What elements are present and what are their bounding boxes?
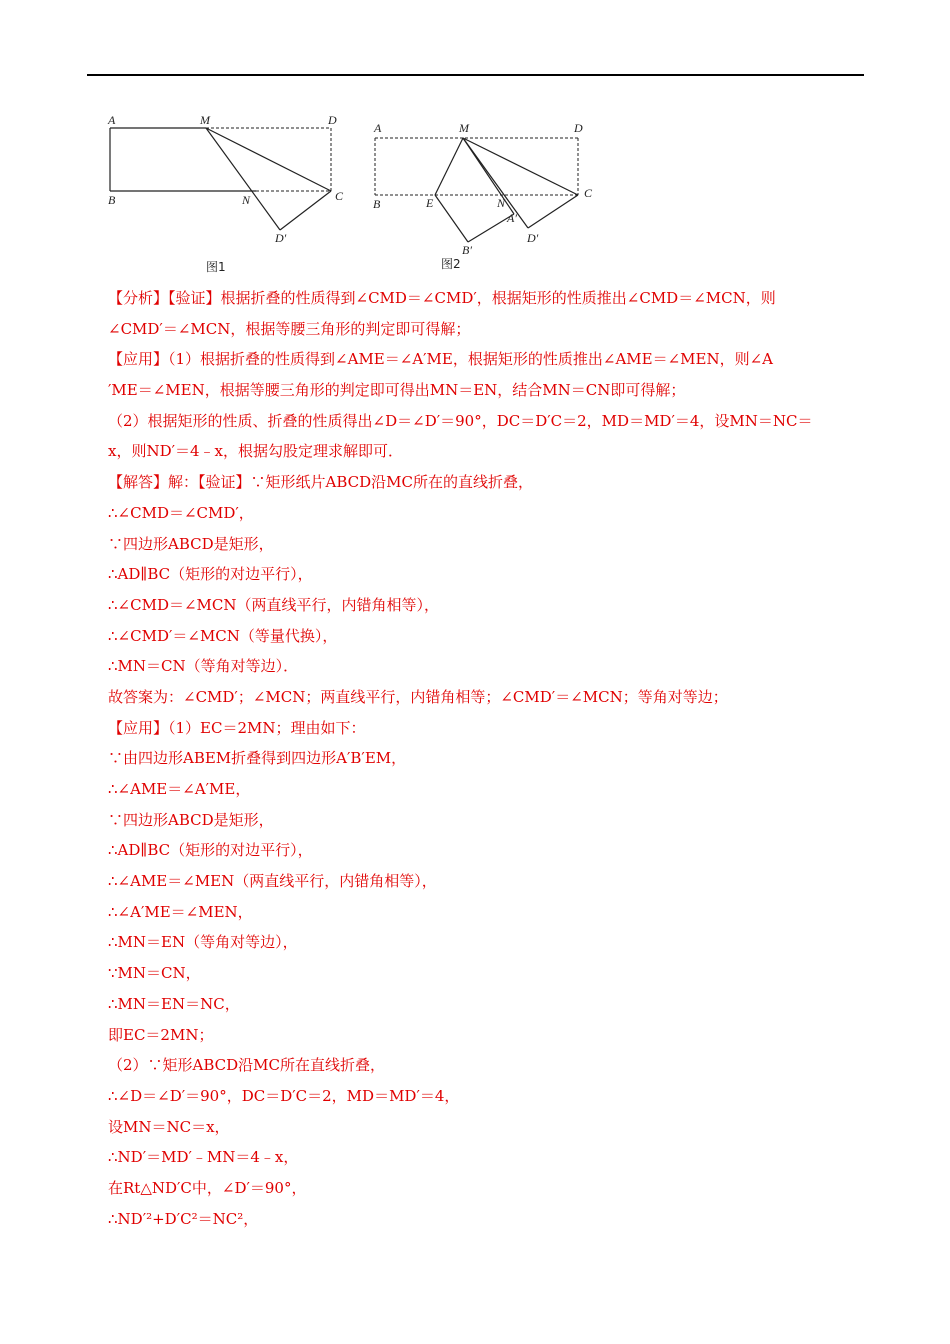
text-line: ∵四边形ABCD是矩形， [108, 534, 274, 553]
fig1-label-dprime: D′ [275, 231, 287, 245]
fig2-label-e: E [426, 196, 434, 210]
fig2-label-bprime: B′ [462, 243, 472, 257]
text-line: 即EC＝2MN； [108, 1025, 214, 1044]
text-line: ∴ND′²+D′C²＝NC²， [108, 1209, 259, 1228]
text-line: 【应用】（1）EC＝2MN；理由如下： [108, 718, 366, 737]
text-line: ∴∠A′ME＝∠MEN， [108, 902, 253, 921]
fig1-label-a: A [108, 113, 116, 127]
text-line: ∴MN＝CN（等角对等边）． [108, 657, 299, 676]
text-line: ∴∠AME＝∠MEN（两直线平行，内错角相等）， [108, 872, 437, 891]
text-line: 在Rt△ND′C中，∠D′＝90°， [108, 1178, 307, 1197]
fig2-label-dprime: D′ [527, 231, 539, 245]
text-line: ∴MN＝EN（等角对等边）， [108, 933, 298, 952]
text-line: ∴MN＝EN＝NC， [108, 994, 240, 1013]
header-rule [87, 74, 864, 76]
fig1-label-m: M [200, 113, 210, 127]
fig2-label-n: N [497, 196, 506, 210]
text-line: ∴∠CMD′＝∠MCN（等量代换）， [108, 626, 338, 645]
text-line: ∴ND′＝MD′﹣MN＝4﹣x， [108, 1148, 299, 1167]
geometry-figures [100, 108, 620, 278]
text-line: x，则ND′＝4﹣x，根据勾股定理求解即可． [108, 442, 404, 461]
fig1-label-n: N [242, 193, 251, 207]
fig2-label-a: A [374, 121, 382, 135]
text-line: ′ME＝∠MEN，根据等腰三角形的判定即可得出MN＝EN，结合MN＝CN即可得解； [108, 381, 686, 400]
fig1-label-c: C [335, 189, 344, 203]
figures-svg [100, 108, 620, 278]
text-line: ∴AD∥BC（矩形的对边平行）， [108, 565, 313, 584]
fig1-label-b: B [108, 193, 116, 207]
fig1-caption: 图1 [206, 260, 226, 274]
fig2-label-aprime: A′ [507, 211, 517, 225]
text-line: （2）∵矩形ABCD沿MC所在直线折叠， [108, 1056, 386, 1075]
fig1-label-d: D [328, 113, 337, 127]
text-line: ∵MN＝CN， [108, 964, 201, 983]
text-line: ∴∠AME＝∠A′ME， [108, 780, 251, 798]
solution-text [108, 283, 868, 1234]
text-line: 【应用】（1）根据折叠的性质得到∠AME＝∠A′ME，根据矩形的性质推出∠AME＝∠MEN，则∠A [108, 350, 773, 369]
fig2-caption: 图2 [441, 257, 461, 271]
fig2-label-d: D [574, 121, 583, 135]
text-line: ∵四边形ABCD是矩形， [108, 810, 274, 829]
figure-1 [107, 113, 344, 274]
text-line: 设MN＝NC＝x， [108, 1117, 230, 1136]
text-line: ∴AD∥BC（矩形的对边平行）， [108, 841, 313, 860]
text-line: （2）根据矩形的性质、折叠的性质得出∠D＝∠D′＝90°，DC＝D′C＝2，MD＝MD′＝4，设MN＝NC＝ [108, 411, 813, 430]
figure-2 [373, 121, 593, 271]
text-line: 【分析】【验证】根据折叠的性质得到∠CMD＝∠CMD′，根据矩形的性质推出∠CMD＝∠MCN，则 [108, 289, 776, 307]
text-line: ∵由四边形ABEM折叠得到四边形A′B′EM， [108, 749, 407, 768]
text-line: ∴∠CMD＝∠MCN（两直线平行，内错角相等）， [108, 595, 440, 614]
fig2-label-m: M [459, 121, 469, 135]
text-line: ∠CMD′＝∠MCN，根据等腰三角形的判定即可得解； [108, 319, 471, 338]
text-line: 【解答】解：【验证】∵矩形纸片ABCD沿MC所在的直线折叠， [108, 473, 533, 492]
text-line: ∴∠D＝∠D′＝90°，DC＝D′C＝2，MD＝MD′＝4， [108, 1086, 460, 1105]
fig2-label-c: C [584, 186, 593, 200]
text-line: 故答案为：∠CMD′；∠MCN；两直线平行，内错角相等；∠CMD′＝∠MCN；等角对等边； [108, 687, 728, 706]
text-line: ∴∠CMD＝∠CMD′， [108, 503, 254, 522]
fig2-label-b: B [373, 197, 381, 211]
